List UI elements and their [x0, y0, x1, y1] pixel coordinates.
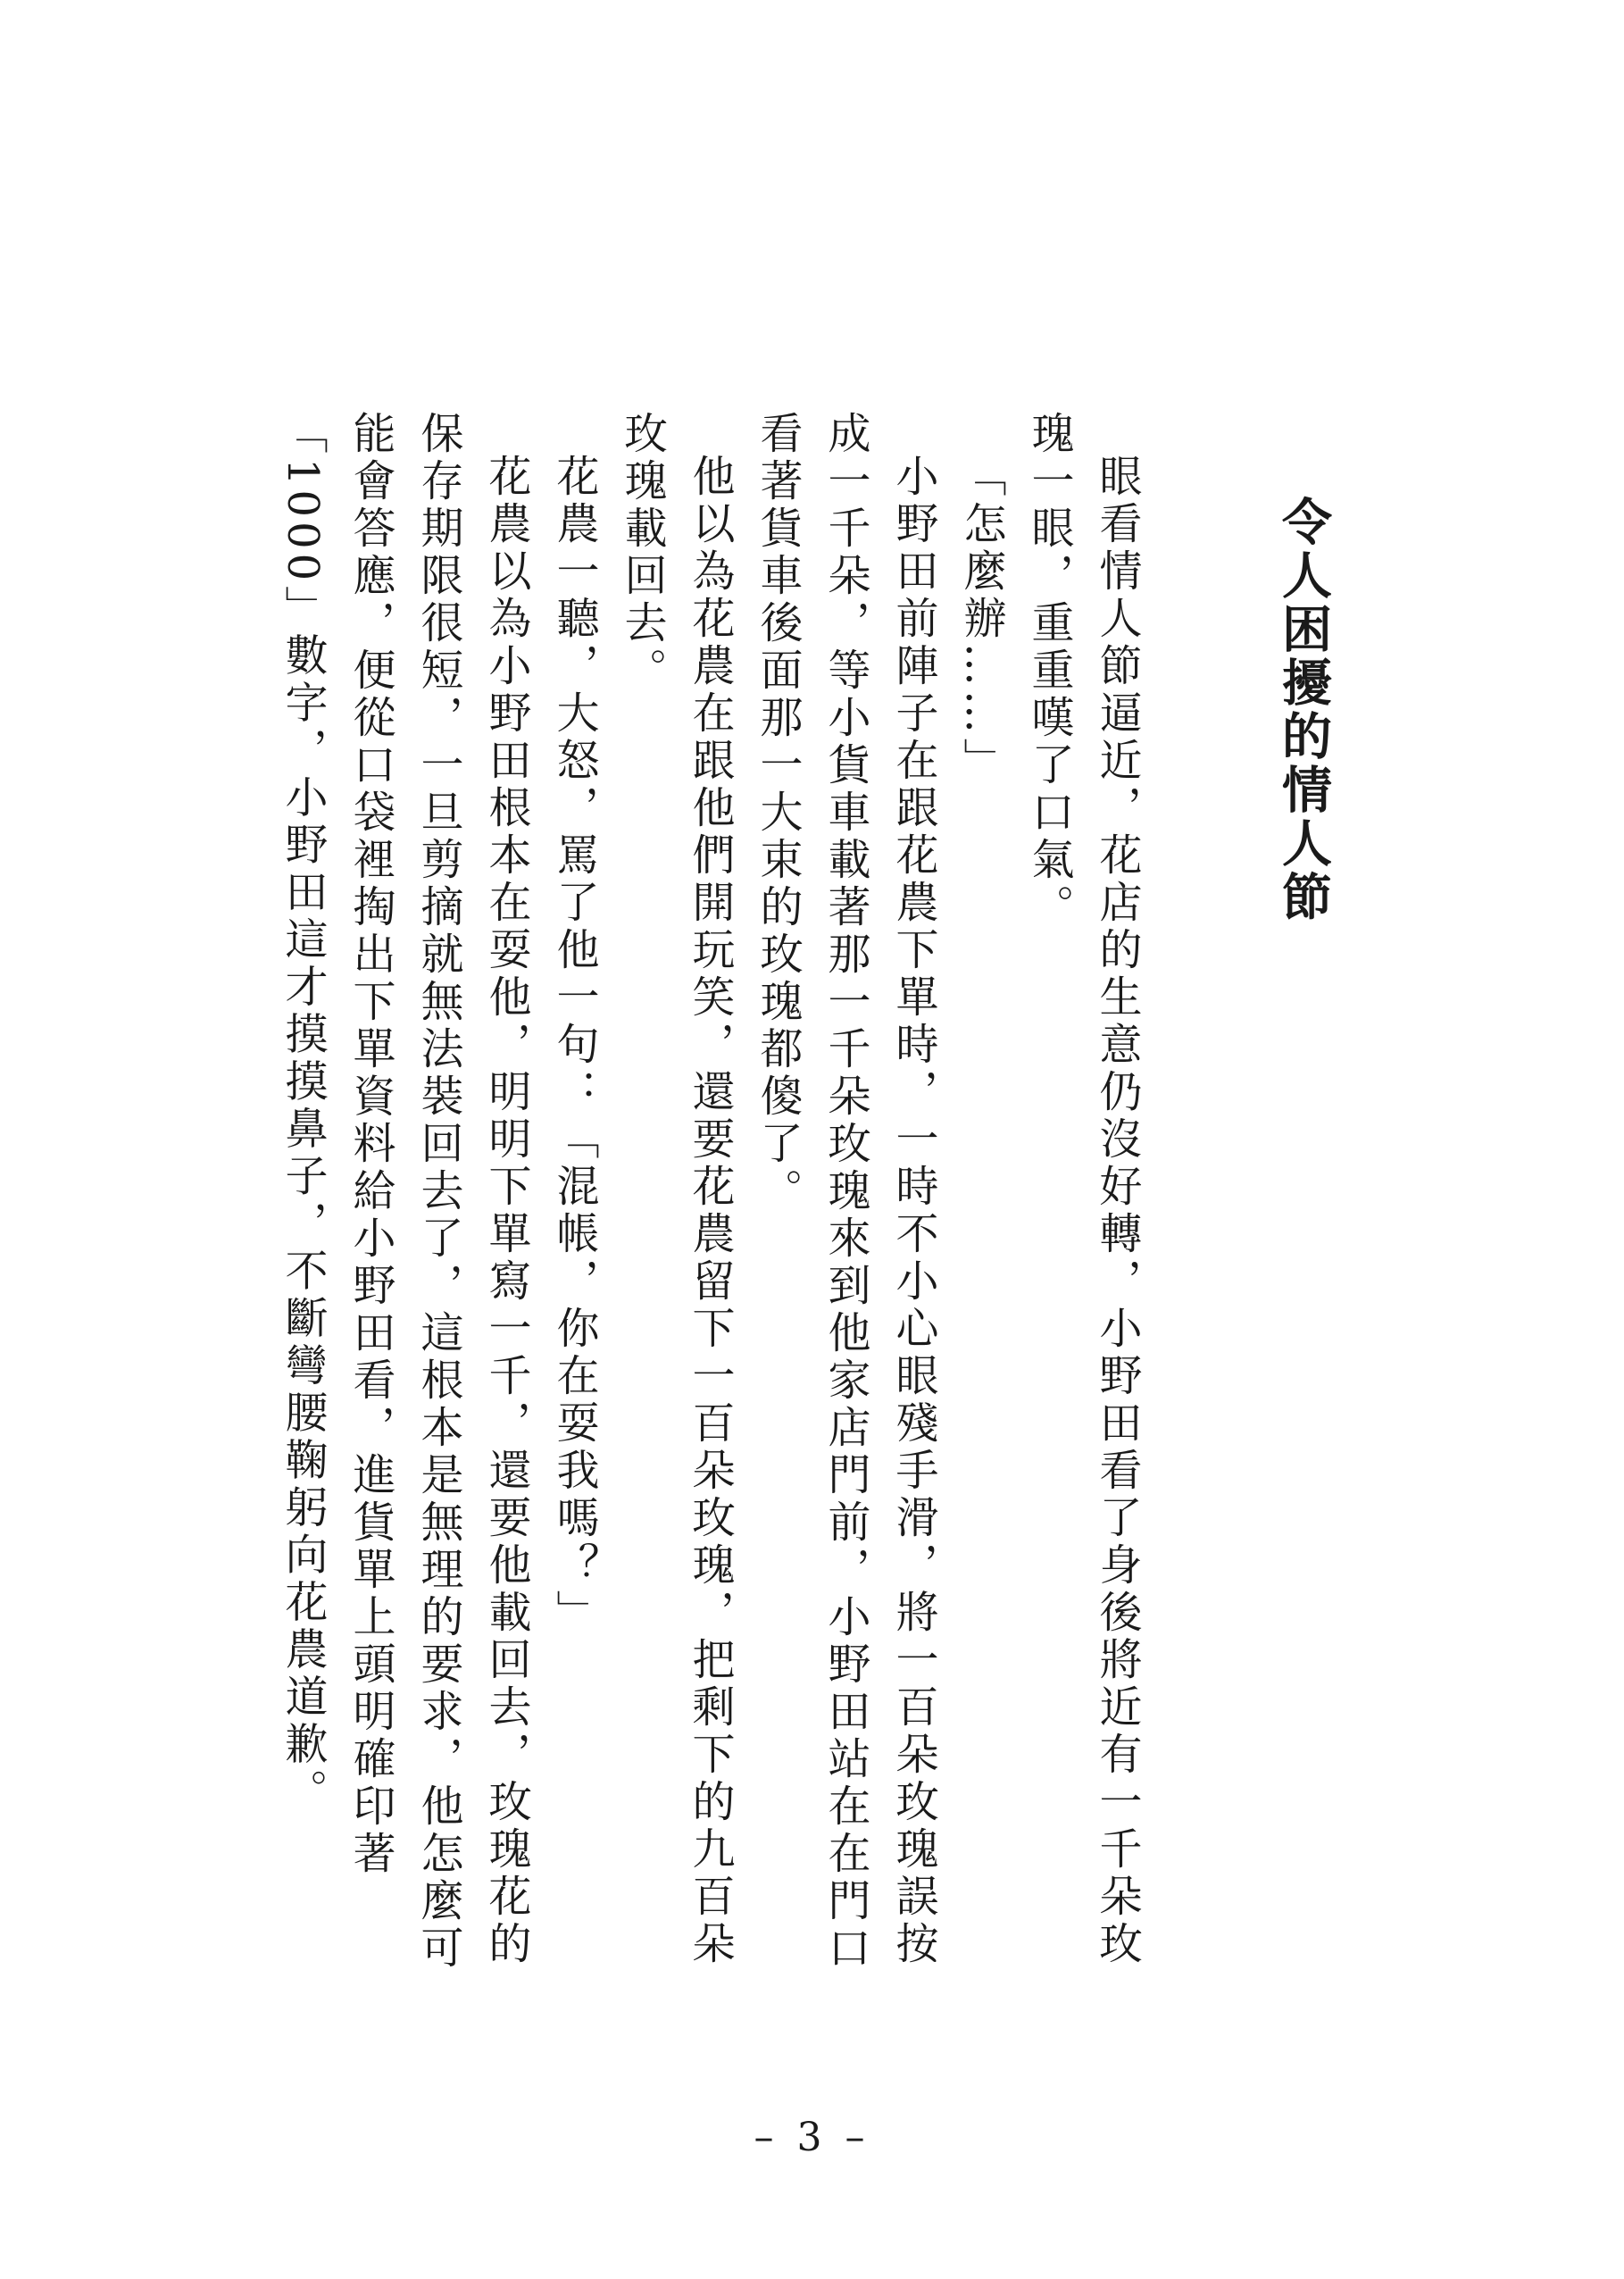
paragraph: 花農一聽，大怒，罵了他一句：「混帳，你在耍我嗎？」	[549, 454, 599, 1637]
paragraph: 眼看情人節逼近，花店的生意仍沒好轉，小野田看了身後將近有一千朵玫瑰一眼，重重嘆了口氣。	[1024, 411, 1142, 1968]
page-number: – 3 –	[754, 2115, 870, 2160]
paragraph: 花農以為小野田根本在耍他，明明下單寫一千，還要他載回去，玫瑰花的保存期限很短，一旦剪摘就無法裝回去了，這根本是無理的要求，他怎麼可能會答應，便從口袋裡掏出下單資料給小野田看，進貨單上頭明確印著「1000」數字，小野田這才摸摸鼻子，不斷彎腰鞠躬向花農道歉。	[278, 411, 531, 1973]
paragraph: 「怎麼辦……」	[956, 454, 1006, 785]
body-text	[249, 411, 1151, 1983]
paragraph: 小野田前陣子在跟花農下單時，一時不小心眼殘手滑，將一百朵玫瑰誤按成一千朵，等小貨車載著那一千朵玫瑰來到他家店門前，小野田站在在門口看著貨車後面那一大束的玫瑰都傻了。	[753, 411, 938, 1973]
paragraph: 他以為花農在跟他們開玩笑，還要花農留下一百朵玫瑰，把剩下的九百朵玫瑰載回去。	[617, 411, 735, 1968]
chapter-title: 令人困擾的情人節	[1274, 496, 1333, 924]
